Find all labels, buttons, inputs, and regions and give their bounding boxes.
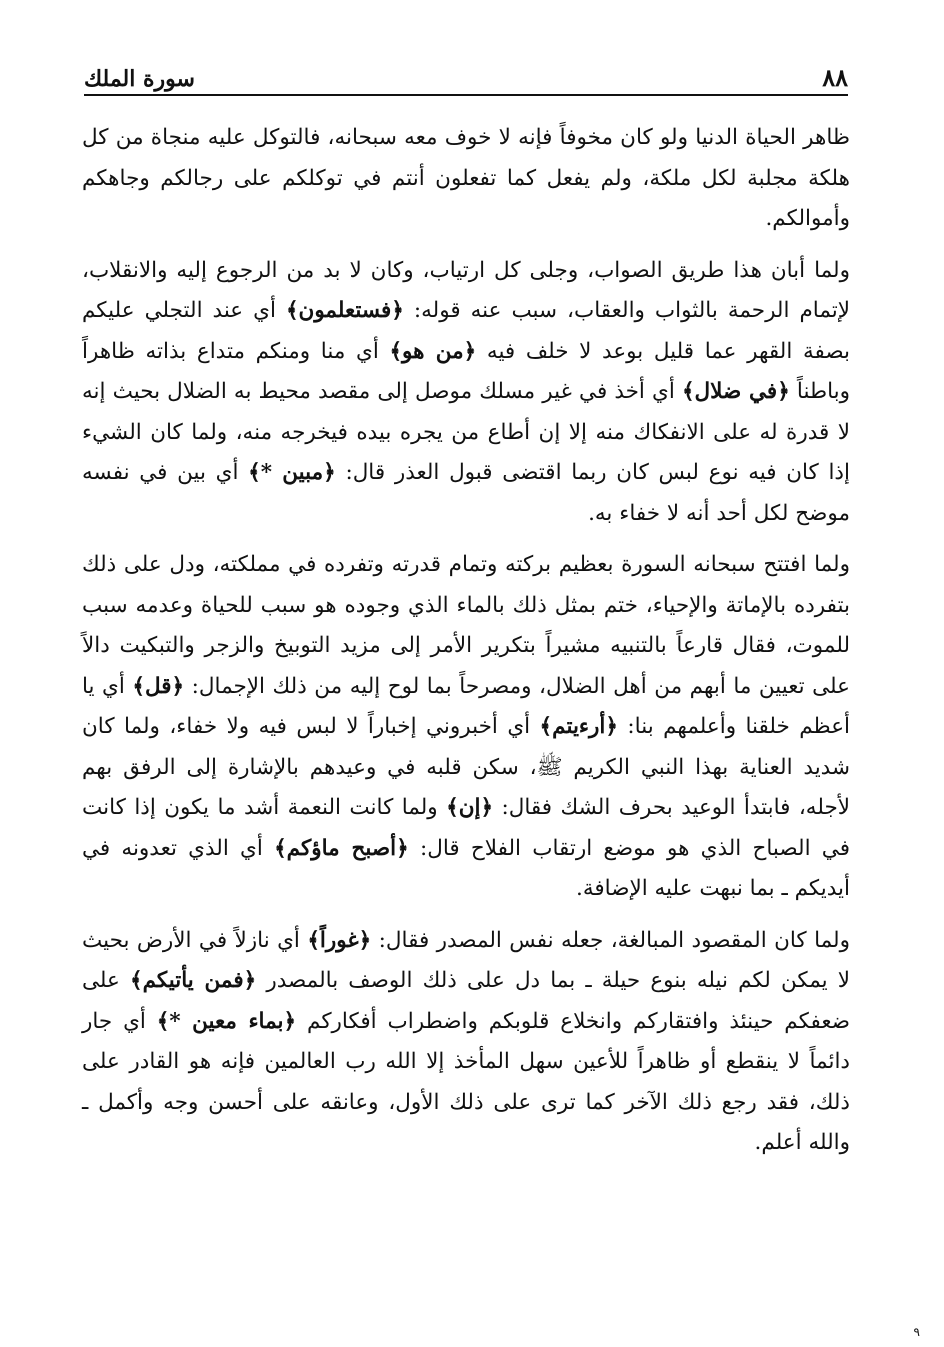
text-segment: ولما أبان هذا طريق الصواب، وجلى كل ارتياب، وكان لا بد من الرجوع إليه والانقلاب، لإتمام الرحمة بالثواب والعقاب، سبب عنه قوله: xyxy=(82,257,850,323)
quran-quote: ﴿أرءيتم﴾ xyxy=(539,714,618,739)
quran-quote: ﴿في ضلال﴾ xyxy=(681,379,790,404)
quran-quote: ﴿فمن يأتيكم﴾ xyxy=(130,968,257,993)
quran-quote: ﴿من هو﴾ xyxy=(389,338,477,364)
text-segment: أي أخبروني إخباراً لا لبس فيه ولا خفاء، ولما كان شديد العناية بهذا النبي الكريم ﷺ، سكن قلبه في وعيدهم بالإشارة إلى الرفق بهم لأجله، فابتدأ الوعيد بحرف الشك فقال: xyxy=(82,714,850,820)
text-segment: أي بين في نفسه موضح لكل أحد أنه لا خفاء به. xyxy=(82,460,850,526)
text-segment: ظاهر الحياة الدنيا ولو كان مخوفاً فإنه لا خوف معه سبحانه، فالتوكل عليه منجاة من كل هلكة مجلبة لكل ملكة، ولم يفعل كما تفعلون أنتم في توكلكم على رجالكم وجاهكم وأموالكم. xyxy=(82,125,850,231)
text-segment: ولما كان المقصود المبالغة، جعله نفس المصدر فقال: xyxy=(371,927,850,953)
text-segment: ولما كانت النعمة أشد ما يكون إذا كانت في الصباح الذي هو موضع ارتقاب الفلاح قال: xyxy=(82,795,850,861)
paragraph xyxy=(82,118,850,240)
text-segment: أي الذي تعدونه في أيديكم ـ بما نبهت عليه الإضافة. xyxy=(82,835,850,901)
body-text xyxy=(82,118,850,1175)
surah-title: سورة الملك xyxy=(84,66,195,92)
text-segment: أي يا أعظم خلقنا وأعلمهم بنا: xyxy=(82,673,850,739)
paragraph xyxy=(82,921,850,1164)
paragraph xyxy=(82,251,850,535)
text-segment: أي منا ومنكم متداع بذاته ظاهراً وباطناً xyxy=(82,338,850,404)
running-header xyxy=(84,60,848,96)
text-segment: أي عند التجلي عليكم بصفة القهر عما قليل بوعد لا خلف فيه xyxy=(82,298,850,364)
page-number: ٨٨ xyxy=(822,63,848,92)
text-segment: أي جار دائماً لا ينقطع أو ظاهراً للأعين سهل المأخذ إلا الله رب العالمين فإنه هو القادر على ذلك، فقد رجع ذلك الآخر كما ترى على ذلك الأول، وعانقه على أحسن وجه وأكمل ـ والله أعلم. xyxy=(82,1008,850,1155)
page-mark: ٩ xyxy=(913,1325,920,1339)
quran-quote: ﴿قل﴾ xyxy=(132,673,185,699)
text-segment: على ضعفكم حينئذ وافتقاركم وانخلاع قلوبكم واضطراب أفكاركم xyxy=(82,968,850,1034)
paragraph xyxy=(82,545,850,910)
quran-quote: ﴿مبين *﴾ xyxy=(248,460,336,485)
quran-quote: ﴿إن﴾ xyxy=(446,795,494,820)
text-segment: أي نازلاً في الأرض بحيث لا يمكن لكم نيله بنوع حيلة ـ بما دل على ذلك الوصف بالمصدر xyxy=(82,927,850,993)
text-segment: ولما افتتح سبحانه السورة بعظيم بركته وتمام قدرته وتفرده في مملكته، ودل على ذلك بتفرده بالإماتة والإحياء، ختم بمثل ذلك بالماء الذي وجوده هو سبب للحياة وعدمه سبب للموت، فقال قارعاً بالتنبيه مشيراً بتكرير الأمر إلى مزيد التوبيخ والزجر والتبكيت دالاً على تعيين ما أبهم من أهل الضلال، ومصرحاً بما لوح إليه من ذلك الإجمال: xyxy=(82,552,850,699)
quran-quote: ﴿أصبح ماؤكم﴾ xyxy=(274,835,409,861)
quran-quote: ﴿فستعلمون﴾ xyxy=(285,298,404,323)
quran-quote: ﴿غوراً﴾ xyxy=(307,927,372,953)
quran-quote: ﴿بماء معين *﴾ xyxy=(156,1008,297,1034)
text-segment: أي أخذ في غير مسلك موصل إلى مقصد محيط به الضلال بحيث إنه لا قدرة له على الانفكاك منه إلا إن أطاع من يجره بيده فيخرجه منه، ولما كان الشيء إذا كان فيه نوع لبس كان ربما اقتضى قبول العذر قال: xyxy=(82,379,850,485)
